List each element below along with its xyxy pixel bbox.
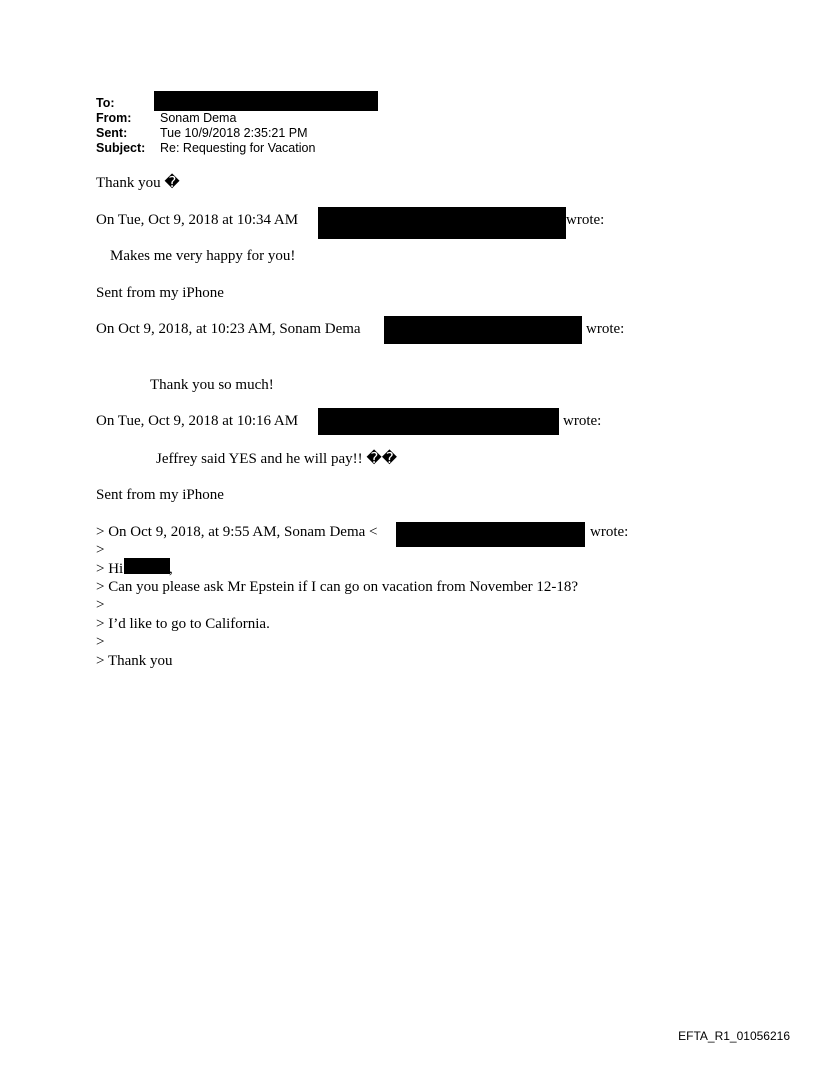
- document-id: EFTA_R1_01056216: [678, 1029, 790, 1043]
- body-line: Thank you so much!: [150, 377, 274, 393]
- quoted-line: wrote:: [590, 524, 629, 540]
- body-line: Sent from my iPhone: [96, 285, 224, 301]
- redaction-sender: [318, 207, 566, 239]
- quoted-line: >: [96, 597, 105, 613]
- redaction-name: [124, 558, 170, 574]
- quoted-line: ,: [169, 561, 173, 577]
- body-line: Jeffrey said YES and he will pay!! ��: [156, 451, 398, 467]
- body-line: Makes me very happy for you!: [110, 248, 296, 264]
- body-line: On Tue, Oct 9, 2018 at 10:34 AM: [96, 212, 299, 228]
- quoted-line: > I’d like to go to California.: [96, 616, 270, 632]
- redaction-sender: [318, 408, 559, 435]
- body-line: Sent from my iPhone: [96, 487, 224, 503]
- subject-label: Subject:: [96, 141, 146, 155]
- quoted-line: > Hi: [96, 561, 124, 577]
- subject-value: Re: Requesting for Vacation: [160, 141, 316, 155]
- quoted-line: > Can you please ask Mr Epstein if I can go on vacation from November 12-18?: [96, 579, 579, 595]
- quoted-line: >: [96, 542, 105, 558]
- from-label: From:: [96, 111, 132, 125]
- sent-label: Sent:: [96, 126, 128, 140]
- quoted-line: > On Oct 9, 2018, at 9:55 AM, Sonam Dema <: [96, 524, 378, 540]
- quoted-line: > Thank you: [96, 653, 173, 669]
- redaction-to: [154, 91, 378, 111]
- email-header: [96, 96, 396, 158]
- body-line: On Tue, Oct 9, 2018 at 10:16 AM: [96, 413, 299, 429]
- body-line: On Oct 9, 2018, at 10:23 AM, Sonam Dema: [96, 321, 361, 337]
- to-label: To:: [96, 96, 115, 110]
- redaction-email: [396, 522, 585, 547]
- redaction-email: [384, 316, 582, 344]
- from-value: Sonam Dema: [160, 111, 237, 125]
- quoted-line: >: [96, 634, 105, 650]
- body-line: wrote:: [563, 413, 602, 429]
- body-line: wrote:: [566, 212, 605, 228]
- body-line: Thank you �: [96, 175, 180, 191]
- sent-value: Tue 10/9/2018 2:35:21 PM: [160, 126, 308, 140]
- body-line: wrote:: [586, 321, 625, 337]
